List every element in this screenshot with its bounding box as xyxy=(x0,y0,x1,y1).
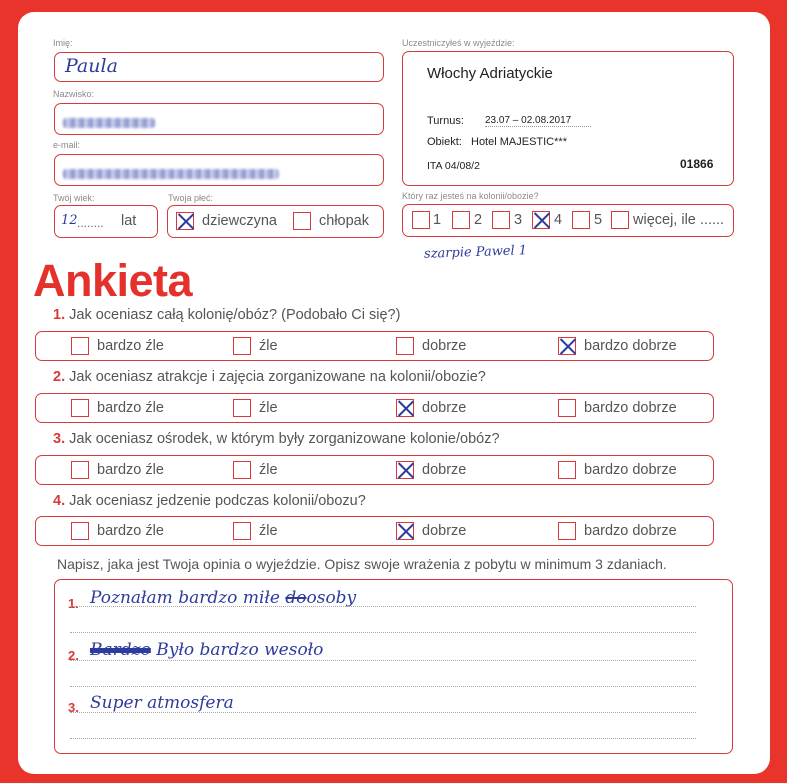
survey-title: Ankieta xyxy=(33,255,193,306)
times-checkbox-more[interactable] xyxy=(611,211,629,229)
opinion-line-2 xyxy=(90,640,323,660)
q2-checkbox-bad[interactable] xyxy=(233,399,251,417)
question-2 xyxy=(53,369,486,385)
times-option-1: 1 xyxy=(433,212,442,228)
opinion-line-2-struck: Bardzo xyxy=(90,640,151,660)
opinion-line-1-text: Poznałam bardzo miłe xyxy=(90,588,280,608)
question-2-text: Jak oceniasz atrakcje i zajęcia zorganizowane na kolonii/obozie? xyxy=(69,369,486,385)
trip-code: ITA 04/08/2 xyxy=(427,160,480,172)
q2-checkbox-good[interactable] xyxy=(396,399,414,417)
email-label: e-mail: xyxy=(53,140,81,150)
gender-label: Twoja płeć: xyxy=(168,193,214,203)
q1-checkbox-bad[interactable] xyxy=(233,337,251,355)
q3-checkbox-very-good[interactable] xyxy=(558,461,576,479)
q1-checkbox-very-bad[interactable] xyxy=(71,337,89,355)
gender-checkbox-boy[interactable] xyxy=(293,212,311,230)
q3-option-bad: źle xyxy=(259,462,278,478)
opinion-line-3-text: Super atmosfera xyxy=(90,693,234,713)
trip-destination: Włochy Adriatyckie xyxy=(427,65,553,82)
q2-option-good: dobrze xyxy=(422,400,467,416)
gender-option-boy: chłopak xyxy=(319,213,369,229)
q1-option-very-good: bardzo dobrze xyxy=(584,338,677,354)
question-1 xyxy=(53,307,400,323)
question-2-number: 2. xyxy=(53,369,66,385)
q1-option-very-bad: bardzo źle xyxy=(97,338,164,354)
times-checkbox-3[interactable] xyxy=(492,211,510,229)
q3-option-very-bad: bardzo źle xyxy=(97,462,164,478)
q2-option-very-good: bardzo dobrze xyxy=(584,400,677,416)
q4-option-good: dobrze xyxy=(422,523,467,539)
surname-field[interactable] xyxy=(54,103,384,135)
times-option-3: 3 xyxy=(514,212,523,228)
question-3 xyxy=(53,431,500,447)
opinion-dotline xyxy=(70,606,696,607)
times-option-2: 2 xyxy=(474,212,483,228)
gender-checkbox-girl[interactable] xyxy=(176,212,194,230)
question-3-number: 3. xyxy=(53,431,66,447)
opinion-dotline xyxy=(70,660,696,661)
opinion-dotline xyxy=(70,686,696,687)
object-label: Obiekt: xyxy=(427,136,462,148)
question-4-text: Jak oceniasz jedzenie podczas kolonii/obozu? xyxy=(69,493,366,509)
q1-option-good: dobrze xyxy=(422,338,467,354)
q4-checkbox-very-good[interactable] xyxy=(558,522,576,540)
question-1-number: 1. xyxy=(53,307,66,323)
times-checkbox-4[interactable] xyxy=(532,211,550,229)
opinion-line-2-number: 2. xyxy=(68,648,79,663)
gender-option-girl: dziewczyna xyxy=(202,213,277,229)
times-option-more: więcej, ile ...... xyxy=(633,212,725,228)
times-checkbox-5[interactable] xyxy=(572,211,590,229)
q4-option-very-bad: bardzo źle xyxy=(97,523,164,539)
turnus-value: 23.07 – 02.08.2017 xyxy=(485,115,591,127)
surname-label: Nazwisko: xyxy=(53,89,95,99)
q3-checkbox-good[interactable] xyxy=(396,461,414,479)
q4-checkbox-very-bad[interactable] xyxy=(71,522,89,540)
opinion-line-2-text: Było bardzo wesoło xyxy=(156,640,324,660)
q2-option-bad: źle xyxy=(259,400,278,416)
name-value: Paula xyxy=(65,55,118,77)
email-redacted xyxy=(63,169,279,179)
trip-number: 01866 xyxy=(680,157,714,171)
times-option-5: 5 xyxy=(594,212,603,228)
q3-option-very-good: bardzo dobrze xyxy=(584,462,677,478)
q4-option-very-good: bardzo dobrze xyxy=(584,523,677,539)
times-handwritten-note: szarpie Pawel 1 xyxy=(423,243,528,262)
opinion-line-1-number: 1. xyxy=(68,596,79,611)
name-field[interactable] xyxy=(54,52,384,82)
opinion-line-3 xyxy=(90,693,234,713)
times-checkbox-1[interactable] xyxy=(412,211,430,229)
age-value: 12 xyxy=(61,213,78,228)
question-4-number: 4. xyxy=(53,493,66,509)
opinion-dotline xyxy=(70,712,696,713)
question-1-text: Jak oceniasz całą kolonię/obóz? (Podobało Ci się?) xyxy=(69,307,401,323)
question-3-text: Jak oceniasz ośrodek, w którym były zorganizowane kolonie/obóz? xyxy=(69,431,500,447)
q3-checkbox-bad[interactable] xyxy=(233,461,251,479)
trip-label: Uczestniczyłeś w wyjeździe: xyxy=(402,38,515,48)
opinion-line-1-after: osoby xyxy=(306,588,357,608)
q4-checkbox-bad[interactable] xyxy=(233,522,251,540)
q4-option-bad: źle xyxy=(259,523,278,539)
q2-checkbox-very-good[interactable] xyxy=(558,399,576,417)
q2-option-very-bad: bardzo źle xyxy=(97,400,164,416)
q4-checkbox-good[interactable] xyxy=(396,522,414,540)
object-value: Hotel MAJESTIC*** xyxy=(471,136,567,148)
q1-checkbox-very-good[interactable] xyxy=(558,337,576,355)
opinion-line-3-number: 3. xyxy=(68,700,79,715)
surname-redacted xyxy=(63,118,155,128)
age-unit: lat xyxy=(121,213,137,229)
q3-option-good: dobrze xyxy=(422,462,467,478)
email-field[interactable] xyxy=(54,154,384,186)
age-label: Twój wiek: xyxy=(53,193,95,203)
turnus-label: Turnus: xyxy=(427,115,464,127)
age-field[interactable] xyxy=(54,205,158,238)
question-4 xyxy=(53,493,366,509)
times-label: Który raz jesteś na kolonii/obozie? xyxy=(402,191,539,201)
times-checkbox-2[interactable] xyxy=(452,211,470,229)
opinion-dotline xyxy=(70,632,696,633)
opinion-prompt: Napisz, jaka jest Twoja opinia o wyjeździe. Opisz swoje wrażenia z pobytu w minimum 3 zdaniach. xyxy=(57,556,667,572)
age-dots: ........ xyxy=(77,216,104,230)
opinion-line-1-struck: do xyxy=(285,588,307,608)
q1-option-bad: źle xyxy=(259,338,278,354)
q2-checkbox-very-bad[interactable] xyxy=(71,399,89,417)
q3-checkbox-very-bad[interactable] xyxy=(71,461,89,479)
opinion-line-1 xyxy=(90,588,356,608)
opinion-dotline xyxy=(70,738,696,739)
q1-checkbox-good[interactable] xyxy=(396,337,414,355)
name-label: Imię: xyxy=(53,38,73,48)
trip-box xyxy=(402,51,734,186)
times-option-4: 4 xyxy=(554,212,563,228)
